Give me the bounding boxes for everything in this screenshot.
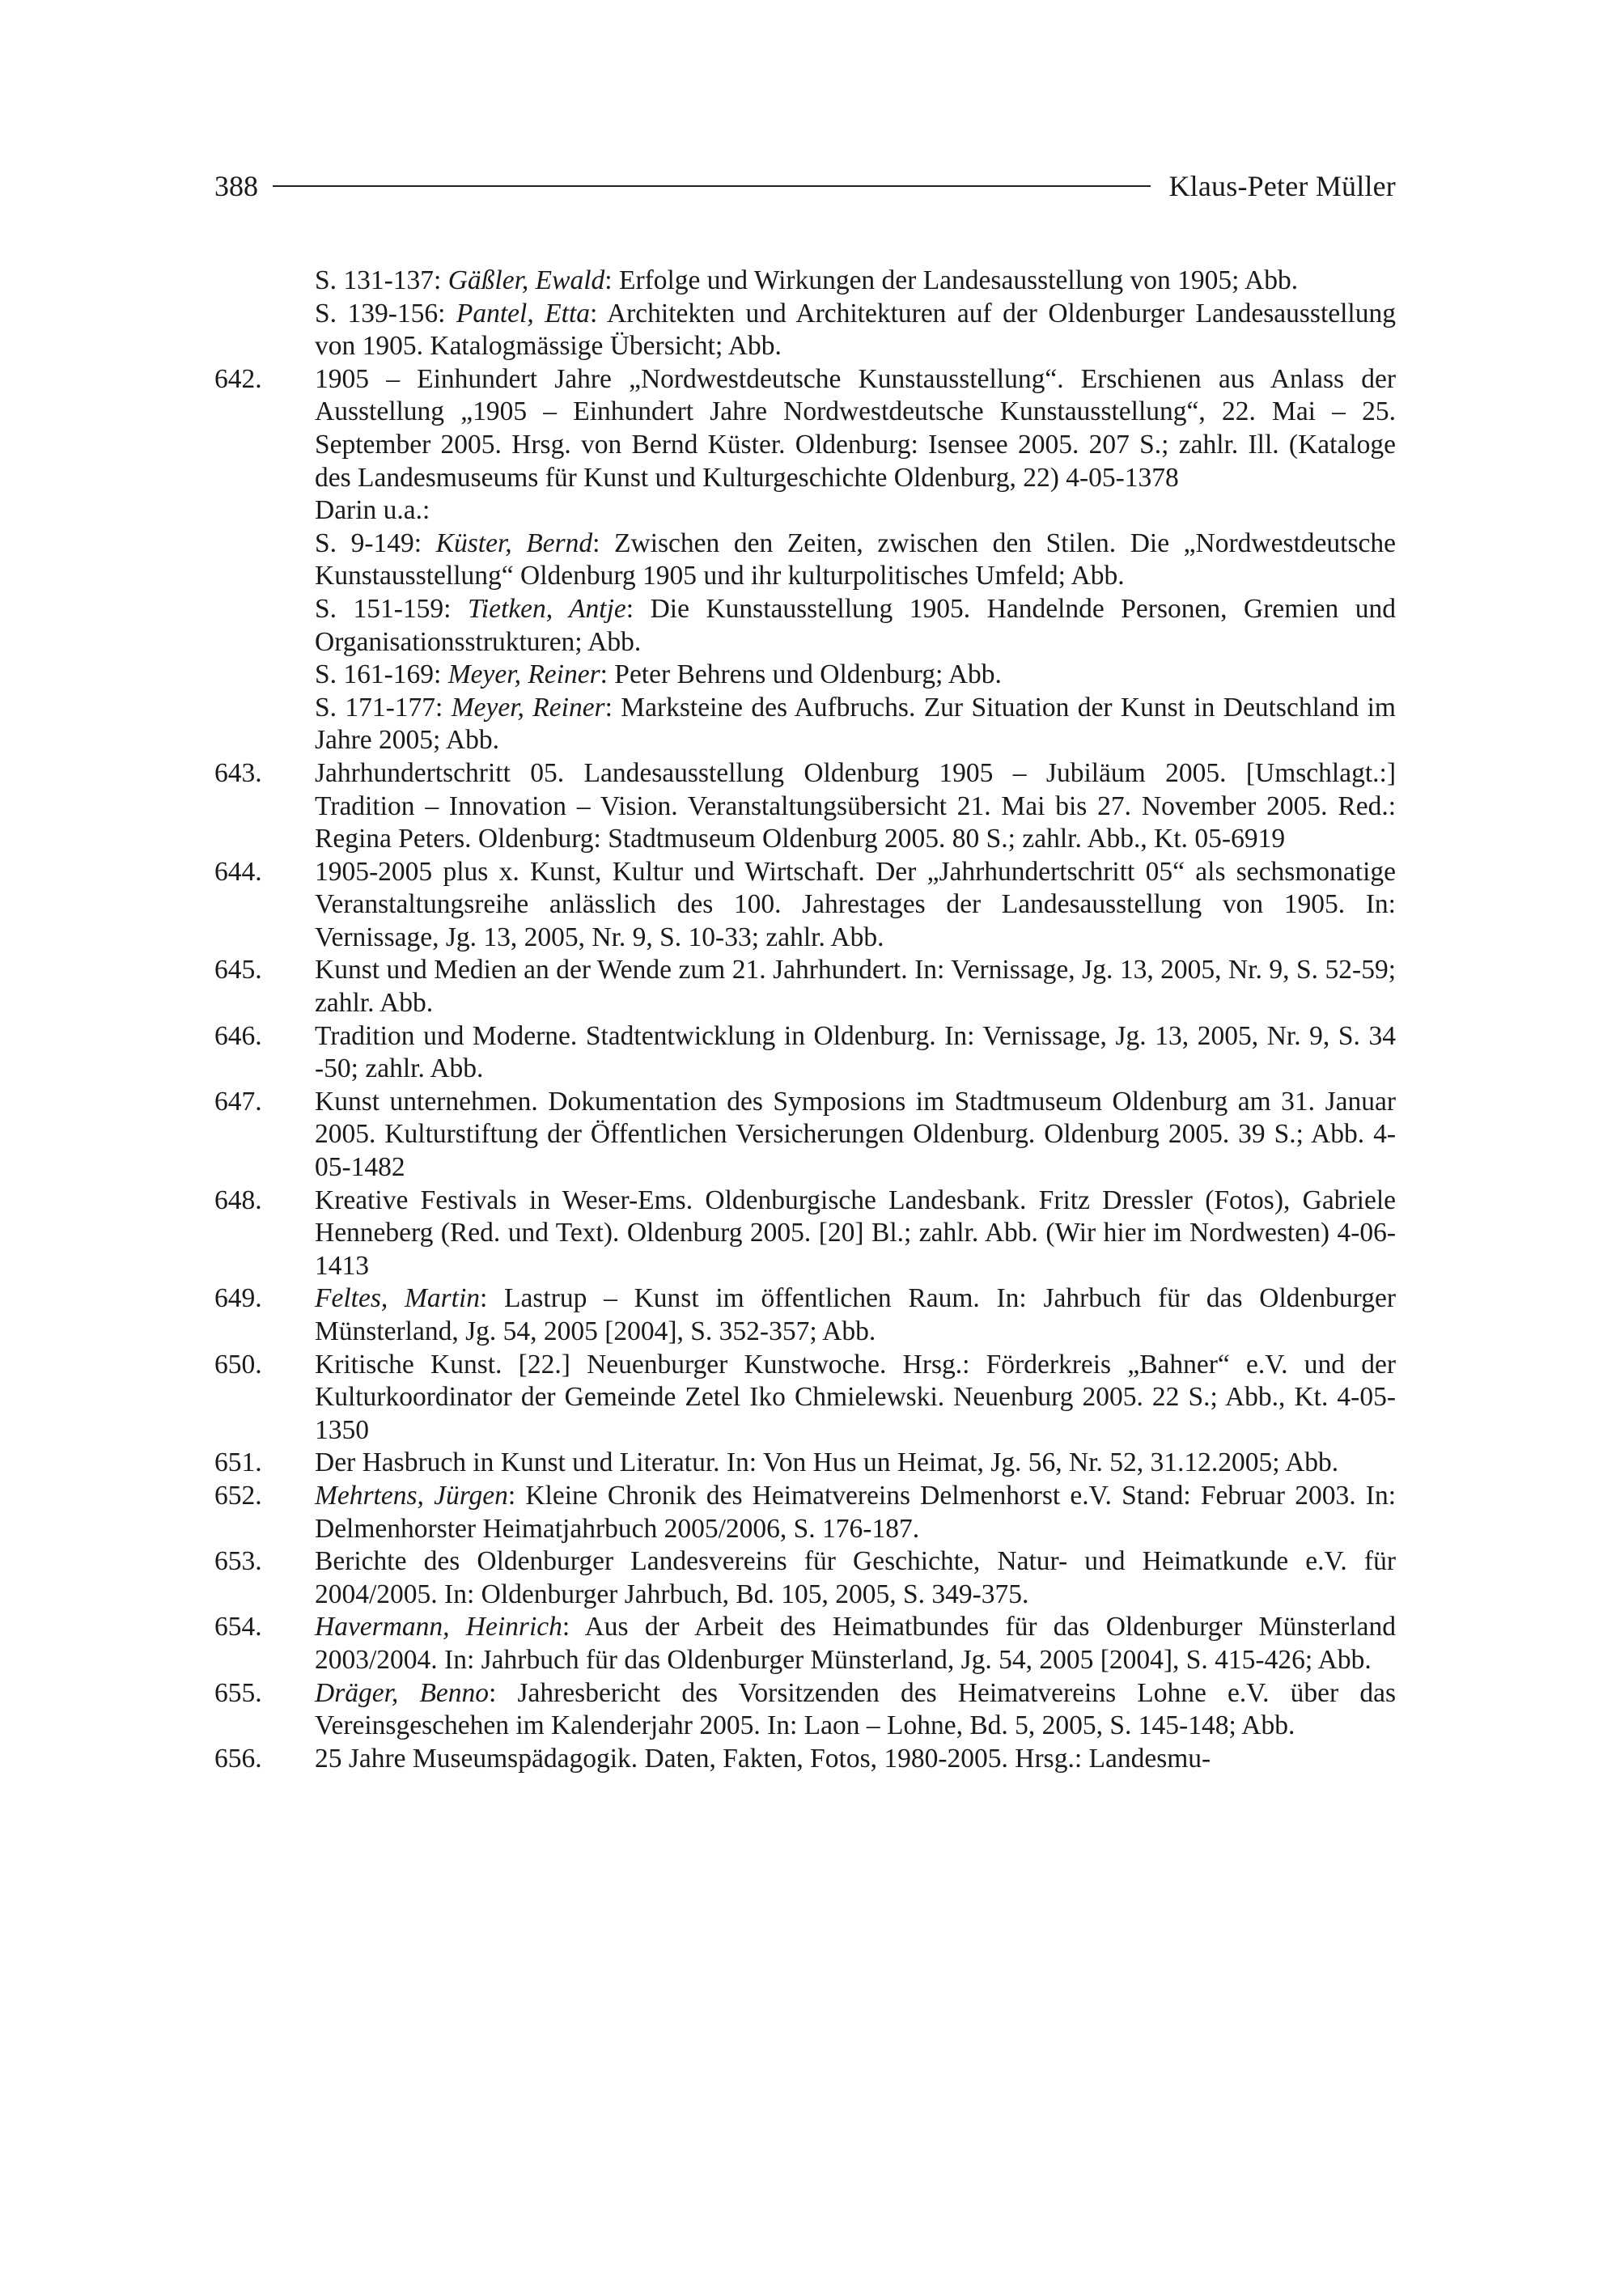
entry-author: Küster, Bernd xyxy=(435,528,593,558)
entry-text-segment: : Jahresbericht des Vorsitzenden des Heimatvereins Lohne e.V. über das Vereinsgeschehen im Kalenderjahr 2005. In: Laon – Lohne, Bd. 5, 2005, S. 145-148; Abb. xyxy=(315,1677,1396,1741)
entry-text xyxy=(315,757,1396,856)
entry-number: 648. xyxy=(214,1185,262,1215)
entry-number: 642. xyxy=(214,363,262,394)
entry-text xyxy=(315,1743,1396,1776)
entry-text-segment: S. 9-149: xyxy=(315,528,436,558)
entry-text-segment: Berichte des Oldenburger Landesvereins für Geschichte, Natur- und Heimatkunde e.V. für 2004/2005. In: Oldenburger Jahrbuch, Bd. 105, 2005, S. 349-375. xyxy=(315,1546,1396,1609)
entry-author: Havermann, Heinrich xyxy=(315,1612,562,1642)
entry-text-segment: 25 Jahre Museumspädagogik. Daten, Fakten, Fotos, 1980-2005. Hrsg.: Landesmu- xyxy=(315,1743,1211,1774)
bibliography-entry xyxy=(214,298,1396,363)
entry-number: 649. xyxy=(214,1283,262,1314)
bibliography-entry xyxy=(214,1185,1396,1283)
entry-text-segment: Jahrhundertschritt 05. Landesausstellung Oldenburg 1905 – Jubiläum 2005. [Umschlagt.:] Tradition – Innovation – Vision. Veranstaltungsübersicht 21. Mai bis 27. November 2005. Red.: Regina Peters. Oldenburg: Stadtmuseum Oldenburg 2005. 80 S.; zahlr. Abb., Kt. 05-6919 xyxy=(315,757,1396,854)
bibliography-entry xyxy=(214,528,1396,593)
entry-text-segment: : Architekten und Architekturen auf der Oldenburger Landesausstellung von 1905. Katalogmässige Übersicht; Abb. xyxy=(315,298,1396,362)
bibliography-entry xyxy=(214,659,1396,692)
entry-number: 656. xyxy=(214,1743,262,1774)
running-header-author: Klaus-Peter Müller xyxy=(1168,170,1396,202)
entry-text xyxy=(315,1086,1396,1185)
entry-text xyxy=(315,1447,1396,1480)
bibliography-entry xyxy=(214,1743,1396,1776)
entry-text-segment: : Aus der Arbeit des Heimatbundes für das Oldenburger Münsterland 2003/2004. In: Jahrbuch für das Oldenburger Münsterland, Jg. 54, 2005 [2004], S. 415-426; Abb. xyxy=(315,1612,1396,1675)
entry-author: Meyer, Reiner xyxy=(447,659,600,690)
entry-text xyxy=(315,363,1396,494)
bibliography-entry xyxy=(214,1677,1396,1743)
entry-text-segment: : Kleine Chronik des Heimatvereins Delmenhorst e.V. Stand: Februar 2003. In: Delmenhorster Heimatjahrbuch 2005/2006, S. 176-187. xyxy=(315,1480,1397,1544)
entry-text-segment: S. 171-177: xyxy=(315,692,452,723)
bibliography-entry xyxy=(214,1447,1396,1480)
entry-text-segment: S. 151-159: xyxy=(315,593,469,624)
entry-text xyxy=(315,1677,1396,1743)
bibliography-entry xyxy=(214,856,1396,955)
entry-number: 643. xyxy=(214,757,262,788)
bibliography-entry xyxy=(214,1282,1396,1348)
header-rule xyxy=(273,185,1151,187)
entry-text xyxy=(315,856,1396,955)
bibliography-entry xyxy=(214,1480,1396,1545)
entry-number: 644. xyxy=(214,856,262,887)
entry-text xyxy=(315,1545,1396,1611)
entry-text-segment: : Die Kunstausstellung 1905. Handelnde Personen, Gremien und Organisationsstrukturen; Abb. xyxy=(315,593,1396,657)
bibliography-list xyxy=(214,265,1396,1775)
entry-text-segment: : Lastrup – Kunst im öffentlichen Raum. In: Jahrbuch für das Oldenburger Münsterland, Jg. 54, 2005 [2004], S. 352-357; Abb. xyxy=(315,1283,1396,1346)
entry-text xyxy=(315,528,1396,593)
entry-author: Pantel, Etta xyxy=(456,298,591,328)
entry-text xyxy=(315,298,1396,363)
entry-text xyxy=(315,1185,1396,1283)
entry-text-segment: : Zwischen den Zeiten, zwischen den Stilen. Die „Nordwestdeutsche Kunstausstellung“ Oldenburg 1905 und ihr kulturpolitisches Umfeld; Abb. xyxy=(315,528,1396,591)
entry-text xyxy=(315,1282,1396,1348)
entry-author: Gäßler, Ewald xyxy=(447,265,605,295)
entry-text-segment: Tradition und Moderne. Stadtentwicklung in Oldenburg. In: Vernissage, Jg. 13, 2005, Nr. 9, S. 34 -50; zahlr. Abb. xyxy=(315,1020,1396,1084)
bibliography-entry xyxy=(214,494,1396,528)
entry-text-segment: Der Hasbruch in Kunst und Literatur. In: Von Hus un Heimat, Jg. 56, Nr. 52, 31.12.2005; Abb. xyxy=(315,1447,1339,1478)
entry-number: 653. xyxy=(214,1546,262,1577)
page-number: 388 xyxy=(214,170,258,202)
bibliography-entry xyxy=(214,1020,1396,1086)
bibliography-entry xyxy=(214,1349,1396,1447)
entry-author: Tietken, Antje xyxy=(468,593,626,624)
entry-author: Dräger, Benno xyxy=(315,1677,490,1708)
entry-text xyxy=(315,659,1396,692)
bibliography-entry xyxy=(214,1611,1396,1676)
entry-number: 650. xyxy=(214,1349,262,1380)
bibliography-entry xyxy=(214,265,1396,298)
entry-author: Mehrtens, Jürgen xyxy=(315,1480,508,1511)
entry-number: 655. xyxy=(214,1677,262,1708)
bibliography-entry xyxy=(214,1086,1396,1185)
entry-text xyxy=(315,1020,1396,1086)
running-header xyxy=(214,166,1396,206)
entry-number: 645. xyxy=(214,955,262,985)
entry-text xyxy=(315,1349,1396,1447)
entry-text-segment: S. 139-156: xyxy=(315,298,456,328)
bibliography-entry xyxy=(214,692,1396,757)
bibliography-entry xyxy=(214,1545,1396,1611)
bibliography-entry xyxy=(214,363,1396,494)
entry-text xyxy=(315,593,1396,659)
bibliography-entry xyxy=(214,954,1396,1019)
entry-text-segment: S. 161-169: xyxy=(315,659,448,690)
entry-text-segment: : Marksteine des Aufbruchs. Zur Situation der Kunst in Deutschland im Jahre 2005; Abb. xyxy=(315,692,1396,756)
entry-number: 646. xyxy=(214,1020,262,1051)
entry-text-segment: Kreative Festivals in Weser-Ems. Oldenburgische Landesbank. Fritz Dressler (Fotos), Gabriele Henneberg (Red. und Text). Oldenburg 2005. [20] Bl.; zahlr. Abb. (Wir hier im Nordwesten) 4-06-1413 xyxy=(315,1185,1396,1281)
entry-text-segment: Kunst und Medien an der Wende zum 21. Jahrhundert. In: Vernissage, Jg. 13, 2005, Nr. 9, S. 52-59; zahlr. Abb. xyxy=(315,955,1396,1019)
entry-text-segment: Kritische Kunst. [22.] Neuenburger Kunstwoche. Hrsg.: Förderkreis „Bahner“ e.V. und der Kulturkoordinator der Gemeinde Zetel Iko Chmielewski. Neuenburg 2005. 22 S.; Abb., Kt. 4-05-1350 xyxy=(315,1349,1396,1445)
entry-number: 651. xyxy=(214,1447,262,1478)
entry-number: 647. xyxy=(214,1086,262,1117)
entry-text xyxy=(315,954,1396,1019)
bibliography-entry xyxy=(214,757,1396,856)
entry-text-segment: 1905-2005 plus x. Kunst, Kultur und Wirtschaft. Der „Jahrhundertschritt 05“ als sechsmonatige Veranstaltungsreihe anlässlich des 100. Jahrestages der Landesausstellung von 1905. In: Vernissage, Jg. 13, 2005, Nr. 9, S. 10-33; zahlr. Abb. xyxy=(315,856,1396,952)
entry-text-segment: Kunst unternehmen. Dokumentation des Symposions im Stadtmuseum Oldenburg am 31. Januar 2005. Kulturstiftung der Öffentlichen Versicherungen Oldenburg. Oldenburg 2005. 39 S.; Abb. 4-05-1482 xyxy=(315,1086,1396,1183)
entry-text-segment: S. 131-137: xyxy=(315,265,448,295)
entry-text-segment: : Peter Behrens und Oldenburg; Abb. xyxy=(600,659,1002,690)
entry-text-segment: 1905 – Einhundert Jahre „Nordwestdeutsche Kunstausstellung“. Erschienen aus Anlass der Ausstellung „1905 – Einhundert Jahre Nordwestdeutsche Kunstausstellung“, 22. Mai – 25. September 2005. Hrsg. von Bernd Küster. Oldenburg: Isensee 2005. 207 S.; zahlr. Ill. (Kataloge des Landesmuseums für Kunst und Kulturgeschichte Oldenburg, 22) 4-05-1378 xyxy=(315,363,1396,493)
entry-text-segment: : Erfolge und Wirkungen der Landesausstellung von 1905; Abb. xyxy=(604,265,1299,295)
entry-text xyxy=(315,494,1396,528)
entry-text-segment: Darin u.a.: xyxy=(315,495,430,526)
bibliography-entry xyxy=(214,593,1396,659)
entry-text xyxy=(315,1611,1396,1676)
entry-text xyxy=(315,692,1396,757)
entry-author: Meyer, Reiner xyxy=(451,692,605,723)
entry-number: 652. xyxy=(214,1480,262,1511)
entry-number: 654. xyxy=(214,1612,262,1642)
entry-text xyxy=(315,1480,1396,1545)
entry-author: Feltes, Martin xyxy=(315,1283,481,1314)
entry-text xyxy=(315,265,1396,298)
